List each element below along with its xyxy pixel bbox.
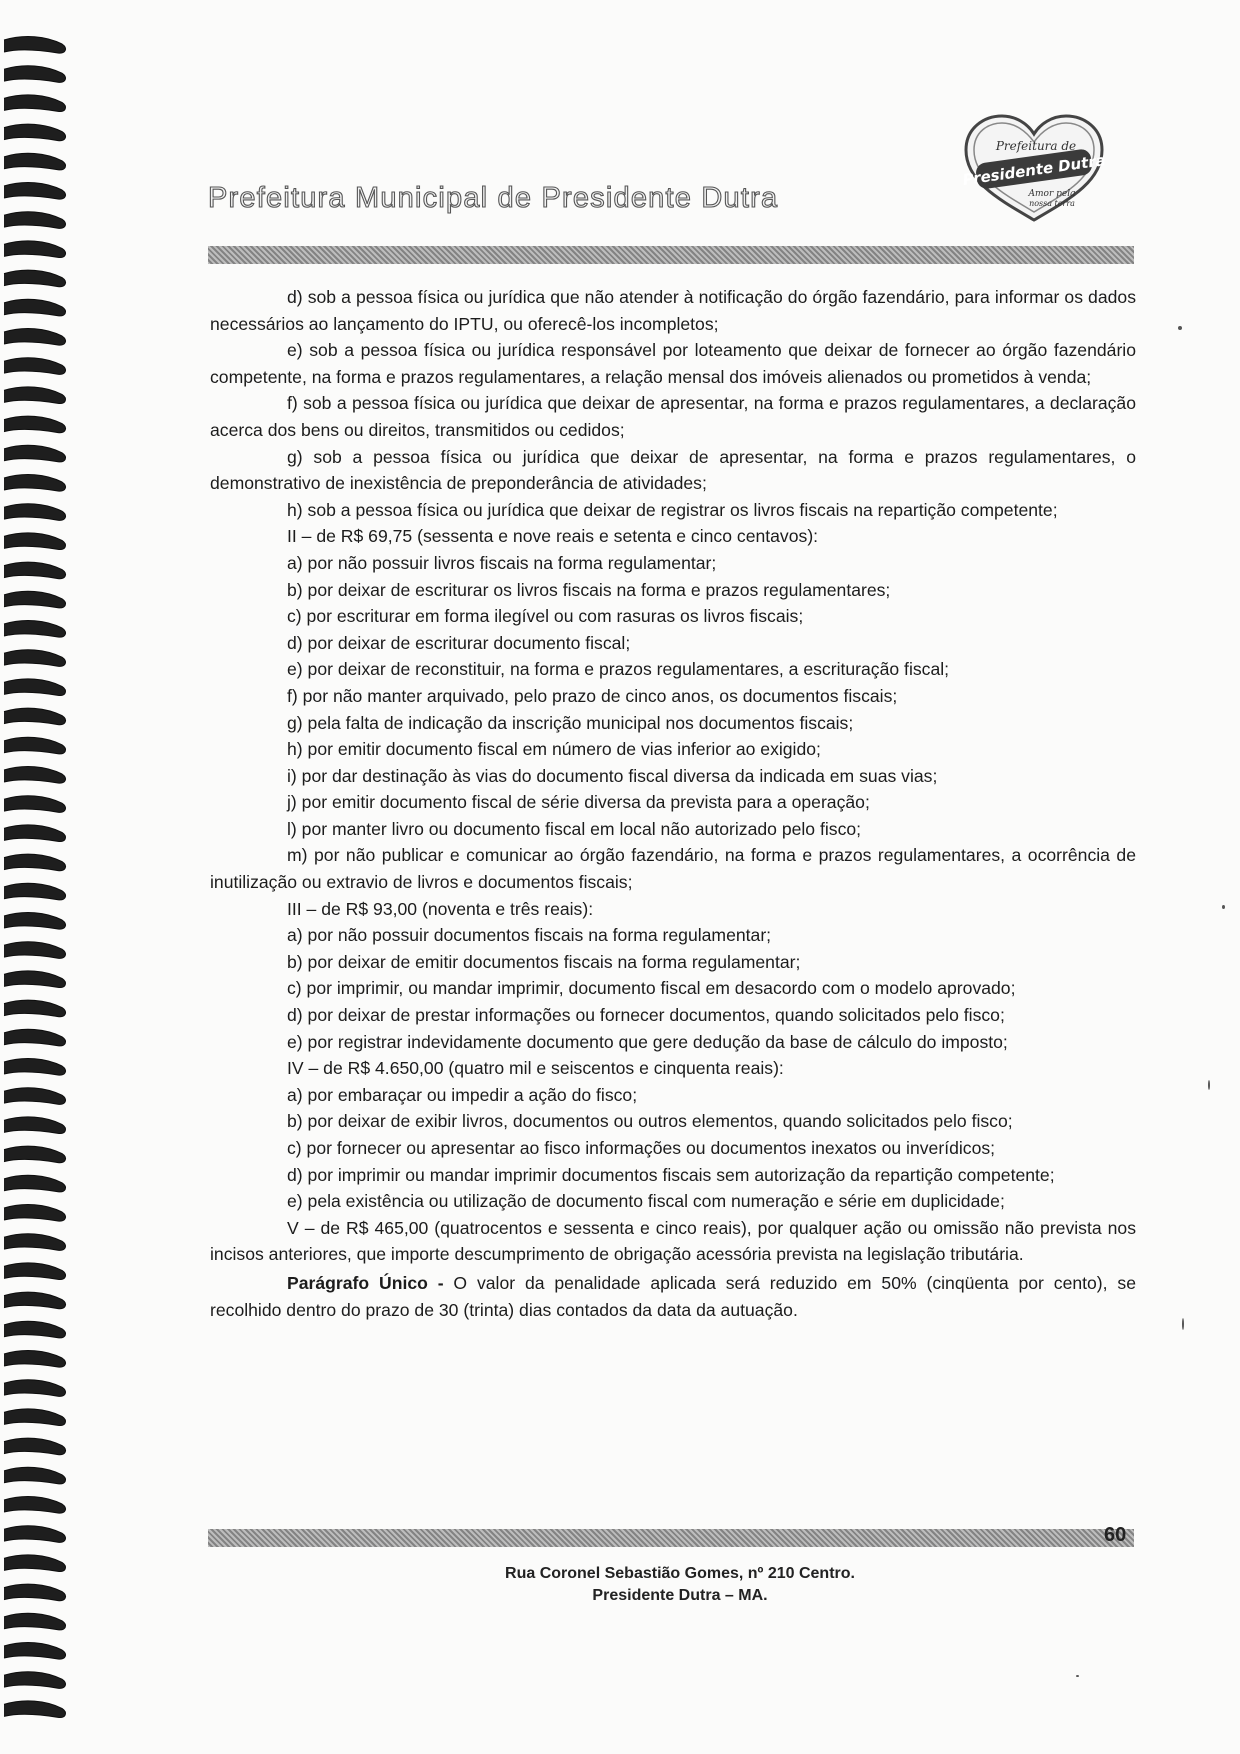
body-paragraph: b) por deixar de exibir livros, documentos ou outros elementos, quando solicitados pelo fisco; [287,1111,1013,1132]
body-paragraph: i) por dar destinação às vias do documento fiscal diversa da indicada em suas vias; [287,765,938,786]
spiral-coil [4,767,65,784]
sole-paragraph [210,1270,1136,1323]
header-divider-band [208,246,1134,264]
body-paragraph: IV – de R$ 4.650,00 (quatro mil e seiscentos e cinquenta reais): [287,1058,784,1079]
spiral-coil [4,387,65,404]
body-paragraph: h) por emitir documento fiscal em número de vias inferior ao exigido; [287,739,821,760]
body-paragraph: e) pela existência ou utilização de documento fiscal com numeração e série em duplicidade; [287,1191,1005,1212]
body-paragraph: e) sob a pessoa física ou jurídica responsável por loteamento que deixar de fornecer ao órgão fazendário competente, na forma e prazos regulamentares, a relação mensal dos imóveis alienados ou prometidos à venda; [210,340,1136,387]
footer-city-line: Presidente Dutra – MA. [592,1587,768,1604]
spiral-coil [4,416,65,433]
spiral-coil [4,1263,65,1280]
body-paragraph: III – de R$ 93,00 (noventa e três reais): [287,898,594,919]
scan-speck [1208,1080,1210,1090]
spiral-coil [4,212,65,229]
spiral-coil [4,95,65,112]
municipality-logo [960,112,1108,224]
sole-paragraph-text: O valor da penalidade aplicada será reduzido em 50% (cinqüenta por cento), se recolhido dentro do prazo de 30 (trinta) dias contados da data da autuação. [210,1272,1136,1320]
body-paragraph: d) por deixar de escriturar documento fiscal; [287,632,631,653]
body-paragraph: m) por não publicar e comunicar ao órgão fazendário, na forma e prazos regulamentares, a ocorrência de inutilização ou extravio de livros e documentos fiscais; [210,845,1136,893]
scan-speck [1182,1318,1184,1330]
spiral-coil [4,329,65,346]
svg-text:Amor pela: Amor pela [1028,189,1076,199]
spiral-coil [4,241,65,258]
scan-speck [1076,1675,1079,1677]
spiral-coil [4,1175,65,1192]
spiral-coil [4,796,65,813]
body-paragraph: c) por fornecer ou apresentar ao fisco informações ou documentos inexatos ou inverídicos; [287,1138,996,1158]
spiral-coil [4,475,65,492]
spiral-coil [4,883,65,900]
spiral-coil [4,708,65,725]
spiral-coil [4,1380,65,1397]
spiral-coil [4,825,65,842]
document-body [210,284,1136,1323]
body-paragraph: c) por imprimir, ou mandar imprimir, documento fiscal em desacordo com o modelo aprovado; [287,978,1016,999]
spiral-coil [4,1526,65,1543]
spiral-coil [4,1643,65,1660]
svg-text:Presidente Dutra: Presidente Dutra [961,151,1107,189]
body-paragraph: e) por registrar indevidamente documento que gere dedução da base de cálculo do imposto; [287,1031,1008,1052]
paragraph-list [210,284,1136,1268]
spiral-coil [4,854,65,871]
body-paragraph: e) por deixar de reconstituir, na forma e prazos regulamentares, a escrituração fiscal; [287,659,950,680]
spiral-coil [4,299,65,316]
spiral-coil [4,1088,65,1105]
spiral-coil [4,1321,65,1338]
spiral-coil [4,679,65,696]
spiral-coil [4,1029,65,1046]
spiral-coil [4,445,65,462]
page-number: 60 [1104,1524,1127,1546]
body-paragraph: b) por deixar de emitir documentos fiscais na forma regulamentar; [287,951,801,972]
spiral-coil [4,124,65,141]
spiral-coil [4,1613,65,1630]
body-paragraph: d) sob a pessoa física ou jurídica que não atender à notificação do órgão fazendário, para informar os dados necessários ao lançamento do IPTU, ou oferecê-los incompletos; [210,287,1136,334]
scan-speck [1178,326,1182,330]
spiral-coil [4,621,65,638]
spiral-coil [4,1205,65,1222]
spiral-coil [4,1234,65,1251]
body-paragraph: f) por não manter arquivado, pelo prazo de cinco anos, os documentos fiscais; [287,685,898,706]
spiral-coil [4,270,65,287]
spiral-coil [4,1117,65,1134]
spiral-binding [0,0,78,1754]
spiral-coil [4,1059,65,1076]
spiral-coil [4,591,65,608]
spiral-coil [4,971,65,988]
body-paragraph: V – de R$ 465,00 (quatrocentos e sessenta e cinco reais), por qualquer ação ou omissão não prevista nos incisos anteriores, que importe descumprimento de obrigação acessória prevista na legislação tributária. [210,1217,1136,1265]
body-paragraph: h) sob a pessoa física ou jurídica que deixar de registrar os livros fiscais na repartição competente; [287,499,1058,520]
body-paragraph: b) por deixar de escriturar os livros fiscais na forma e prazos regulamentares; [287,579,891,600]
spiral-coil [4,942,65,959]
spiral-coil [4,1467,65,1484]
body-paragraph: g) pela falta de indicação da inscrição municipal nos documentos fiscais; [287,712,854,733]
svg-text:Prefeitura de: Prefeitura de [995,139,1077,153]
spiral-coil [4,533,65,550]
spiral-coil [4,562,65,579]
body-paragraph: a) por embaraçar ou impedir a ação do fisco; [287,1084,638,1105]
body-paragraph: d) por deixar de prestar informações ou fornecer documentos, quando solicitados pelo fisco; [287,1005,1005,1026]
body-paragraph: l) por manter livro ou documento fiscal em local não autorizado pelo fisco; [287,818,862,839]
body-paragraph: a) por não possuir documentos fiscais na forma regulamentar; [287,925,772,946]
page-header-title: Prefeitura Municipal de Presidente Dutra [208,182,779,214]
body-paragraph: a) por não possuir livros fiscais na forma regulamentar; [287,552,717,573]
svg-text:nossa terra: nossa terra [1029,199,1075,208]
spiral-coil [4,1438,65,1455]
scan-speck [1222,905,1225,909]
spiral-coil [4,650,65,667]
spiral-coil [4,1497,65,1514]
page-footer-address [0,1563,1240,1607]
spiral-coil [4,913,65,930]
spiral-coil [4,1351,65,1368]
spiral-coil [4,153,65,170]
spiral-coil [4,1672,65,1689]
body-paragraph: c) por escriturar em forma ilegível ou com rasuras os livros fiscais; [287,606,804,627]
spiral-coil [4,504,65,521]
spiral-coil [4,1000,65,1017]
body-paragraph: g) sob a pessoa física ou jurídica que deixar de apresentar, na forma e prazos regulamentares, o demonstrativo de inexistência de preponderância de atividades; [210,446,1136,494]
body-paragraph: II – de R$ 69,75 (sessenta e nove reais e setenta e cinco centavos): [287,526,819,547]
spiral-coil [4,66,65,83]
footer-address-line: Rua Coronel Sebastião Gomes, nº 210 Centro. [505,1565,855,1582]
spiral-coil [4,1146,65,1163]
spiral-coil [4,183,65,200]
body-paragraph: j) por emitir documento fiscal de série diversa da prevista para a operação; [287,792,870,813]
spiral-coil [4,37,65,54]
spiral-coil [4,1701,65,1718]
footer-divider-band [208,1529,1134,1547]
spiral-coil [4,1292,65,1309]
spiral-coil [4,737,65,754]
spiral-coil [4,1409,65,1426]
spiral-coil [4,358,65,375]
body-paragraph: f) sob a pessoa física ou jurídica que deixar de apresentar, na forma e prazos regulamentares, a declaração acerca dos bens ou direitos, transmitidos ou cedidos; [210,393,1136,440]
sole-paragraph-lead: Parágrafo Único - [287,1272,444,1293]
body-paragraph: d) por imprimir ou mandar imprimir documentos fiscais sem autorização da repartição competente; [287,1164,1055,1185]
